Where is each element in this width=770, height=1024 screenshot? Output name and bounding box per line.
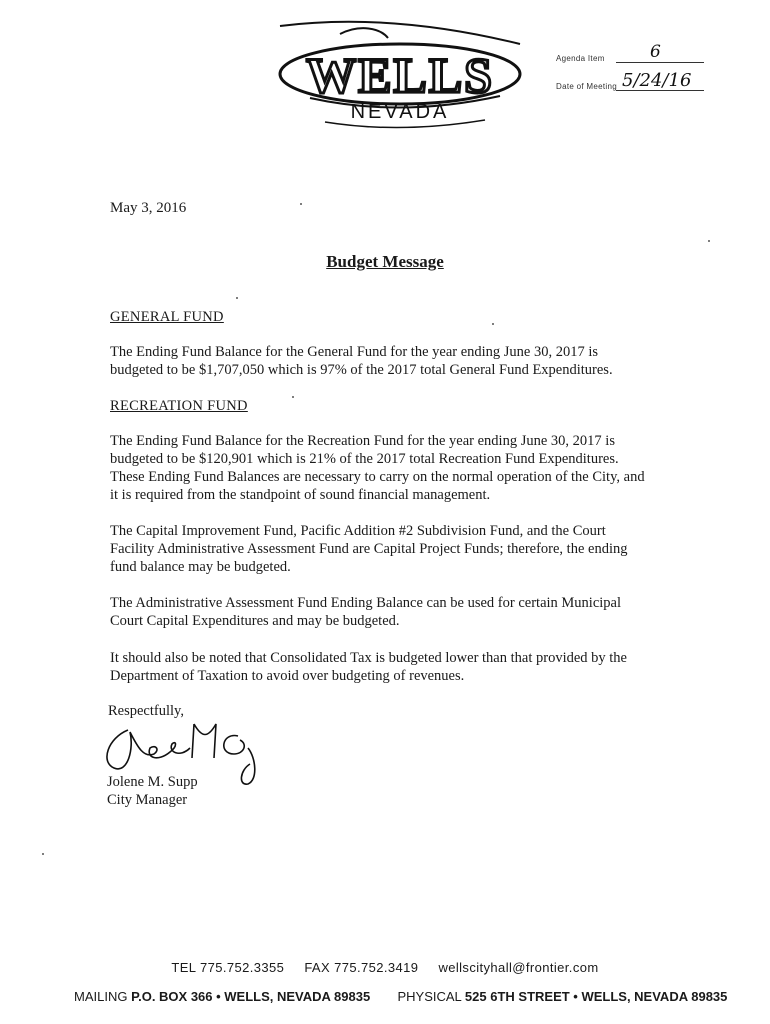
general-fund-paragraph: The Ending Fund Balance for the General Fund for the year ending June 30, 2017 is budgeted to be $1,707,050 which is 97% of the 2017 total General Fund Expenditures. [110,344,613,378]
letter-title: Budget Message [326,252,444,271]
signer-title: City Manager [107,792,188,808]
recreation-fund-heading: RECREATION FUND [110,398,248,414]
closing-line: Respectfully, [108,703,184,719]
consolidated-tax-paragraph: It should also be noted that Consolidated Tax is budgeted lower than that provided by the Department of Taxation to avoid over budgeting of revenues. [110,650,627,684]
mailing-label: MAILING [74,989,128,1004]
wells-nevada-logo [270,18,530,130]
address-line [74,989,727,1004]
contact-line [0,960,770,975]
physical-address: 525 6TH STREET • WELLS, NEVADA 89835 [464,989,728,1004]
agenda-stamp [556,42,704,110]
meeting-date-label: Date of Meeting [556,82,617,91]
email: wellscityhall@frontier.com [438,960,599,975]
agenda-item-label: Agenda Item [556,54,605,63]
logo-state: NEVADA [350,101,450,123]
general-fund-heading: GENERAL FUND [110,309,224,325]
recreation-fund-paragraph: The Ending Fund Balance for the Recreation Fund for the year ending June 30, 2017 is budgeted to be $120,901 which is 21% of the 2017 total Recreation Fund Expenditures. These Ending Fund Balances are necessary to carry on the normal operation of the City, and it is required from the standpoint of sound financial management. [110,433,645,503]
mailing-address: P.O. BOX 366 • WELLS, NEVADA 89835 [131,989,371,1004]
meeting-date-value: 5/24/16 [622,70,692,91]
fax: FAX 775.752.3419 [304,960,419,975]
signer-name: Jolene M. Supp [107,774,198,790]
physical-label: PHYSICAL [397,989,462,1004]
admin-assessment-paragraph: The Administrative Assessment Fund Ending Balance can be used for certain Municipal Court Capital Expenditures and may be budgeted. [110,595,622,629]
logo-wordmark: WELLS [306,47,494,103]
capital-funds-paragraph: The Capital Improvement Fund, Pacific Addition #2 Subdivision Fund, and the Court Facility Administrative Assessment Fund are Capital Project Funds; therefore, the ending fund balance may be budgeted. [110,523,628,575]
agenda-item-value: 6 [650,42,661,62]
letter-date: May 3, 2016 [110,200,187,216]
telephone: TEL 775.752.3355 [171,960,285,975]
meeting-date-row [556,70,704,110]
signer-block [107,773,198,809]
